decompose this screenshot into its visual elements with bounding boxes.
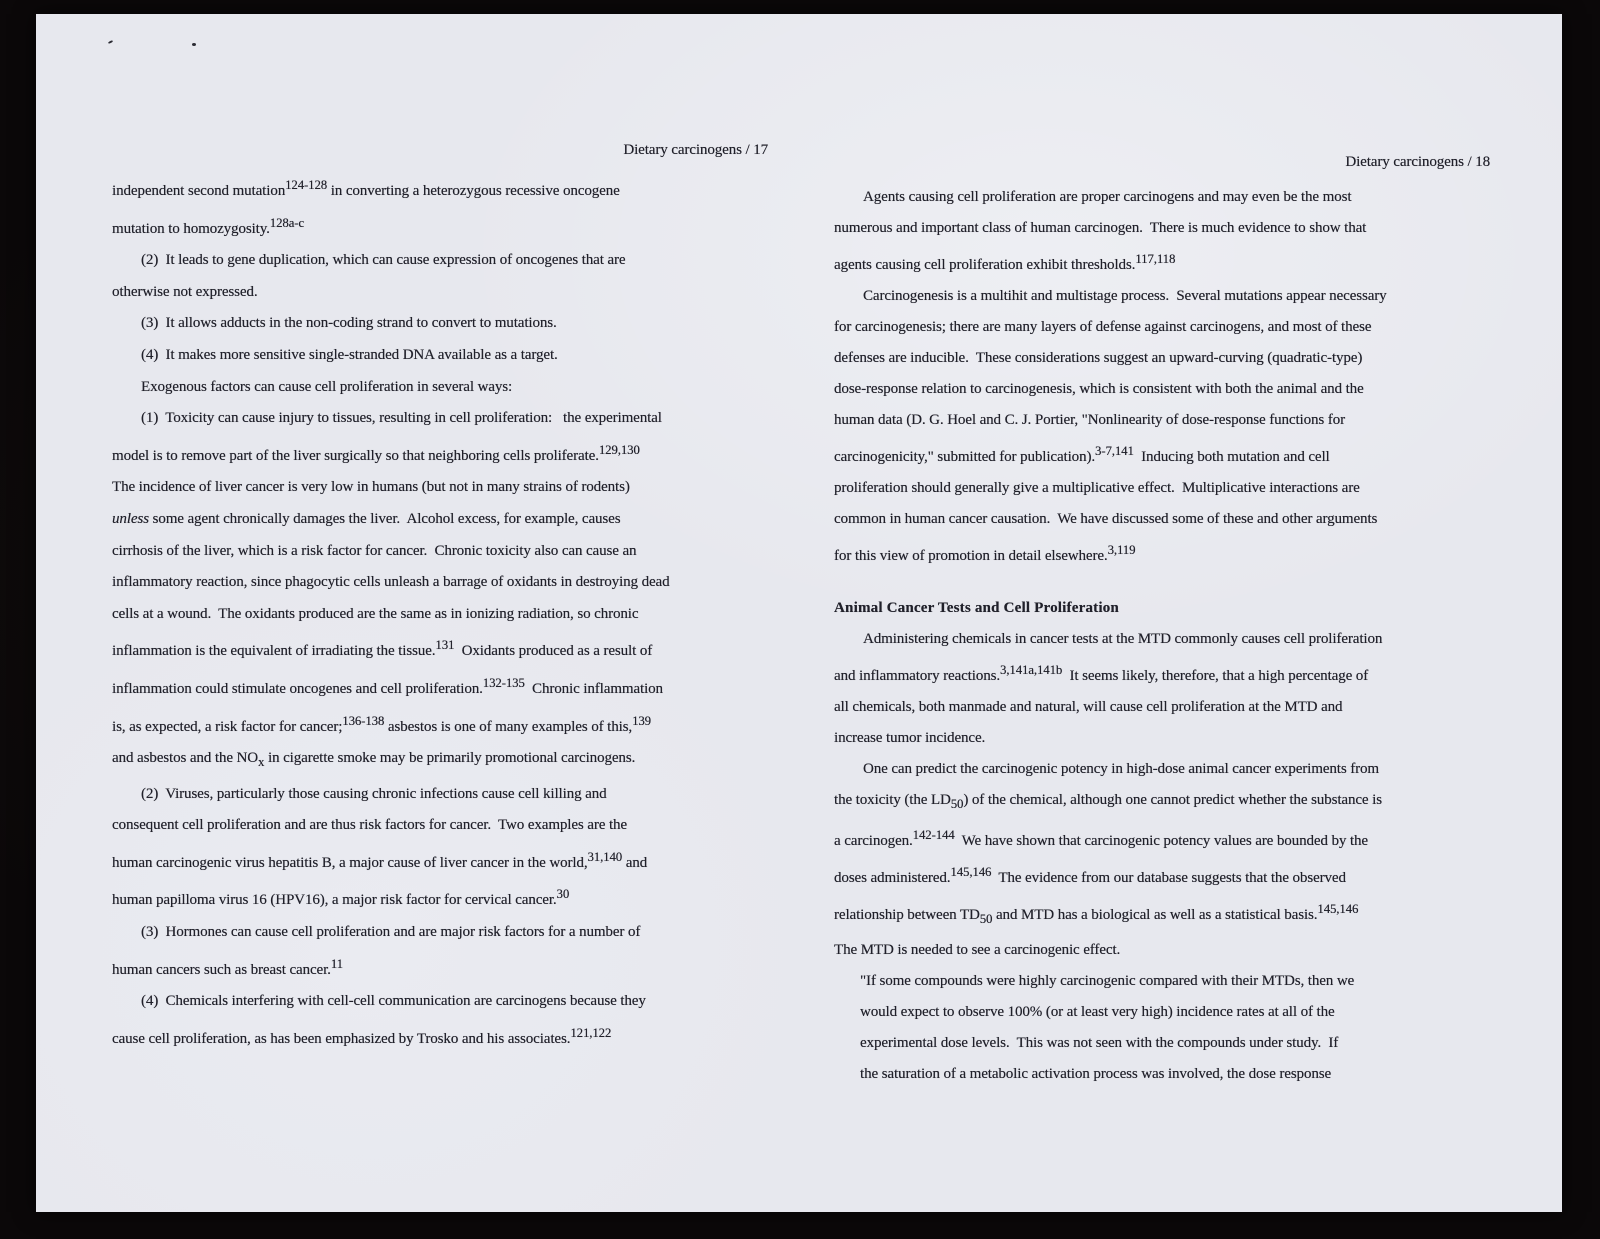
body-text: Exogenous factors can cause cell proliferation in several ways:	[141, 378, 513, 395]
text-line	[112, 472, 768, 504]
text-line	[834, 1059, 1490, 1090]
body-text: the toxicity (the LD	[834, 792, 951, 808]
body-text: the saturation of a metabolic activation process was involved, the dose response	[860, 1066, 1332, 1082]
subscript-text: x	[258, 755, 265, 770]
body-text: ) of the chemical, although one cannot predict whether the substance is	[963, 792, 1382, 808]
body-text: in cigarette smoke may be primarily promotional carcinogens.	[264, 750, 636, 767]
body-text: inflammation is the equivalent of irradiating the tissue.	[112, 643, 436, 660]
body-text: cells at a wound. The oxidants produced are the same as in ionizing radiation, so chronic	[112, 605, 639, 622]
superscript-reference: 129,130	[598, 442, 640, 457]
text-line	[834, 935, 1490, 966]
body-text: (4) Chemicals interfering with cell-cell communication are carcinogens because they	[141, 993, 646, 1010]
body-text: (4) It makes more sensitive single-stranded DNA available as a target.	[141, 346, 558, 363]
body-text: human carcinogenic virus hepatitis B, a major cause of liver cancer in the world,	[112, 854, 588, 871]
text-line	[112, 372, 768, 404]
text-line	[834, 857, 1490, 894]
text-line	[834, 281, 1490, 312]
body-text: asbestos is one of many examples of this,	[384, 718, 633, 735]
text-line	[834, 343, 1490, 374]
body-text: and inflammatory reactions.	[834, 668, 1000, 684]
body-text: One can predict the carcinogenic potency in high-dose animal cancer experiments from	[863, 761, 1379, 777]
text-line	[834, 504, 1490, 535]
text-line	[112, 170, 768, 208]
text-line	[834, 436, 1490, 473]
body-text: common in human cancer causation. We have discussed some of these and other arguments	[834, 511, 1378, 527]
body-text: increase tumor incidence.	[834, 730, 986, 746]
page-column-17	[112, 135, 768, 1055]
superscript-reference: 3,119	[1107, 543, 1136, 557]
text-line	[834, 312, 1490, 343]
body-text: a carcinogen.	[834, 833, 913, 849]
text-line	[112, 879, 768, 917]
body-text: numerous and important class of human carcinogen. There is much evidence to show that	[834, 220, 1367, 236]
text-line	[834, 473, 1490, 504]
text-line	[834, 405, 1490, 436]
text-line	[834, 182, 1490, 213]
superscript-reference: 131	[435, 638, 455, 653]
body-text: for carcinogenesis; there are many layers of defense against carcinogens, and most of these	[834, 319, 1372, 335]
body-text: and	[622, 854, 648, 871]
text-line	[112, 208, 768, 246]
body-text: (3) It allows adducts in the non-coding strand to convert to mutations.	[141, 315, 557, 332]
text-line	[112, 340, 768, 372]
body-text: would expect to observe 100% (or at least very high) incidence rates at all of the	[860, 1004, 1335, 1020]
body-text: mutation to homozygosity.	[112, 220, 270, 237]
superscript-reference: 3,141a,141b	[1000, 663, 1063, 677]
body-text: cause cell proliferation, as has been emphasized by Trosko and his associates.	[112, 1030, 571, 1047]
text-line	[834, 785, 1490, 820]
body-text: human data (D. G. Hoel and C. J. Portier, "Nonlinearity of dose-response functions for	[834, 412, 1345, 428]
superscript-reference: 132-135	[482, 675, 525, 690]
body-text: We have shown that carcinogenic potency values are bounded by the	[954, 833, 1368, 849]
page-column-18	[834, 147, 1490, 1090]
superscript-reference: 139	[632, 713, 651, 728]
text-line	[112, 842, 768, 880]
body-text: Chronic inflammation	[524, 680, 663, 697]
subscript-text: 50	[950, 797, 964, 811]
body-text: human cancers such as breast cancer.	[112, 961, 331, 978]
body-text: all chemicals, both manmade and natural, will cause cell proliferation at the MTD and	[834, 699, 1343, 715]
text-line	[112, 599, 768, 631]
text-line	[112, 403, 768, 435]
superscript-reference: 128a-c	[269, 215, 304, 230]
text-line	[834, 692, 1490, 723]
body-text: (1) Toxicity can cause injury to tissues, resulting in cell proliferation: the experimental	[141, 410, 662, 427]
text-line	[834, 820, 1490, 857]
body-text: and asbestos and the NO	[112, 750, 259, 767]
superscript-reference: 117,118	[1135, 252, 1176, 266]
body-text: experimental dose levels. This was not seen with the compounds under study. If	[860, 1035, 1339, 1051]
body-text: and MTD has a biological as well as a statistical basis.	[992, 907, 1318, 923]
body-text: (2) It leads to gene duplication, which can cause expression of oncogenes that are	[141, 252, 626, 269]
body-text: Administering chemicals in cancer tests at the MTD commonly causes cell proliferation	[863, 631, 1383, 647]
body-text: model is to remove part of the liver surgically so that neighboring cells proliferate.	[112, 447, 599, 464]
body-text: inflammation could stimulate oncogenes and cell proliferation.	[112, 680, 483, 697]
superscript-reference: 142-144	[912, 828, 955, 842]
body-text: cirrhosis of the liver, which is a risk factor for cancer. Chronic toxicity also can cause an	[112, 542, 637, 559]
page-body-17	[112, 170, 768, 1055]
body-text: consequent cell proliferation and are thus risk factors for cancer. Two examples are the	[112, 817, 627, 834]
body-text: relationship between TD	[834, 907, 980, 923]
text-line	[112, 779, 768, 811]
body-text: Agents causing cell proliferation are proper carcinogens and may even be the most	[863, 189, 1352, 205]
body-text: otherwise not expressed.	[112, 283, 258, 300]
superscript-reference: 145,146	[950, 865, 992, 879]
text-line	[112, 668, 768, 706]
text-line	[112, 630, 768, 668]
body-text: human papilloma virus 16 (HPV16), a major risk factor for cervical cancer.	[112, 892, 557, 909]
text-line	[112, 1018, 768, 1056]
body-text: "If some compounds were highly carcinogenic compared with their MTDs, then we	[860, 973, 1355, 989]
body-text: Carcinogenesis is a multihit and multistage process. Several mutations appear necessary	[863, 288, 1387, 304]
text-line	[112, 567, 768, 599]
text-line	[112, 277, 768, 309]
body-text: Oxidants produced as a result of	[454, 643, 653, 660]
body-text: dose-response relation to carcinogenesis, which is consistent with both the animal and the	[834, 381, 1364, 397]
text-line	[834, 374, 1490, 405]
text-line	[112, 949, 768, 987]
text-line	[834, 894, 1490, 935]
text-line	[112, 917, 768, 949]
body-text: Inducing both mutation and cell	[1133, 449, 1330, 465]
superscript-reference: 121,122	[570, 1025, 612, 1040]
text-line	[112, 706, 768, 744]
text-line	[834, 723, 1490, 754]
subscript-text: 50	[979, 912, 993, 926]
text-line	[112, 504, 768, 536]
body-text: for this view of promotion in detail elsewhere.	[834, 548, 1108, 564]
body-text: The incidence of liver cancer is very low in humans (but not in many strains of rodents)	[112, 479, 630, 496]
text-line	[112, 743, 768, 779]
text-line	[834, 966, 1490, 997]
body-text: agents causing cell proliferation exhibit thresholds.	[834, 257, 1136, 273]
text-line	[112, 245, 768, 277]
body-text: (3) Hormones can cause cell proliferation and are major risk factors for a number of	[141, 924, 641, 941]
superscript-reference: 3-7,141	[1095, 444, 1134, 458]
body-text: some agent chronically damages the liver. Alcohol excess, for example, causes	[148, 510, 621, 527]
body-text: The MTD is needed to see a carcinogenic effect.	[834, 942, 1121, 958]
page-header: Dietary carcinogens / 18	[1345, 154, 1490, 170]
body-text: proliferation should generally give a multiplicative effect. Multiplicative interactions are	[834, 480, 1360, 496]
text-line	[834, 997, 1490, 1028]
body-text: defenses are inducible. These considerations suggest an upward-curving (quadratic-type)	[834, 350, 1363, 366]
body-text: independent second mutation	[112, 183, 286, 199]
body-text: carcinogenicity," submitted for publication).	[834, 449, 1095, 465]
text-line	[112, 986, 768, 1018]
body-text: (2) Viruses, particularly those causing chronic infections cause cell killing and	[141, 785, 607, 802]
text-line	[112, 536, 768, 568]
text-line	[834, 1028, 1490, 1059]
paper-sheet	[36, 14, 1562, 1212]
text-line	[834, 244, 1490, 281]
scan-speck	[108, 40, 113, 44]
text-line	[112, 810, 768, 842]
superscript-reference: 124-128	[285, 178, 328, 192]
page-header: Dietary carcinogens / 17	[623, 142, 768, 158]
text-line	[112, 435, 768, 473]
body-text: The evidence from our database suggests that the observed	[991, 870, 1346, 886]
body-text: in converting a heterozygous recessive oncogene	[327, 183, 620, 199]
superscript-reference: 31,140	[587, 849, 623, 864]
italic-text: unless	[112, 510, 149, 527]
text-line	[834, 624, 1490, 655]
section-heading: Animal Cancer Tests and Cell Proliferation	[834, 600, 1119, 616]
superscript-reference: 145,146	[1317, 902, 1359, 916]
body-text: It seems likely, therefore, that a high percentage of	[1062, 668, 1369, 684]
body-text: doses administered.	[834, 870, 951, 886]
text-line	[834, 655, 1490, 692]
scan-speck	[192, 43, 196, 46]
text-line	[112, 308, 768, 340]
body-text: inflammatory reaction, since phagocytic cells unleash a barrage of oxidants in destroying dead	[112, 574, 670, 591]
superscript-reference: 11	[330, 956, 343, 971]
text-line	[834, 754, 1490, 785]
text-line	[834, 535, 1490, 572]
superscript-reference: 136-138	[342, 713, 385, 728]
body-text: is, as expected, a risk factor for cancer;	[112, 718, 343, 735]
page-body-18	[834, 182, 1490, 1090]
superscript-reference: 30	[556, 887, 570, 902]
text-line	[834, 213, 1490, 244]
